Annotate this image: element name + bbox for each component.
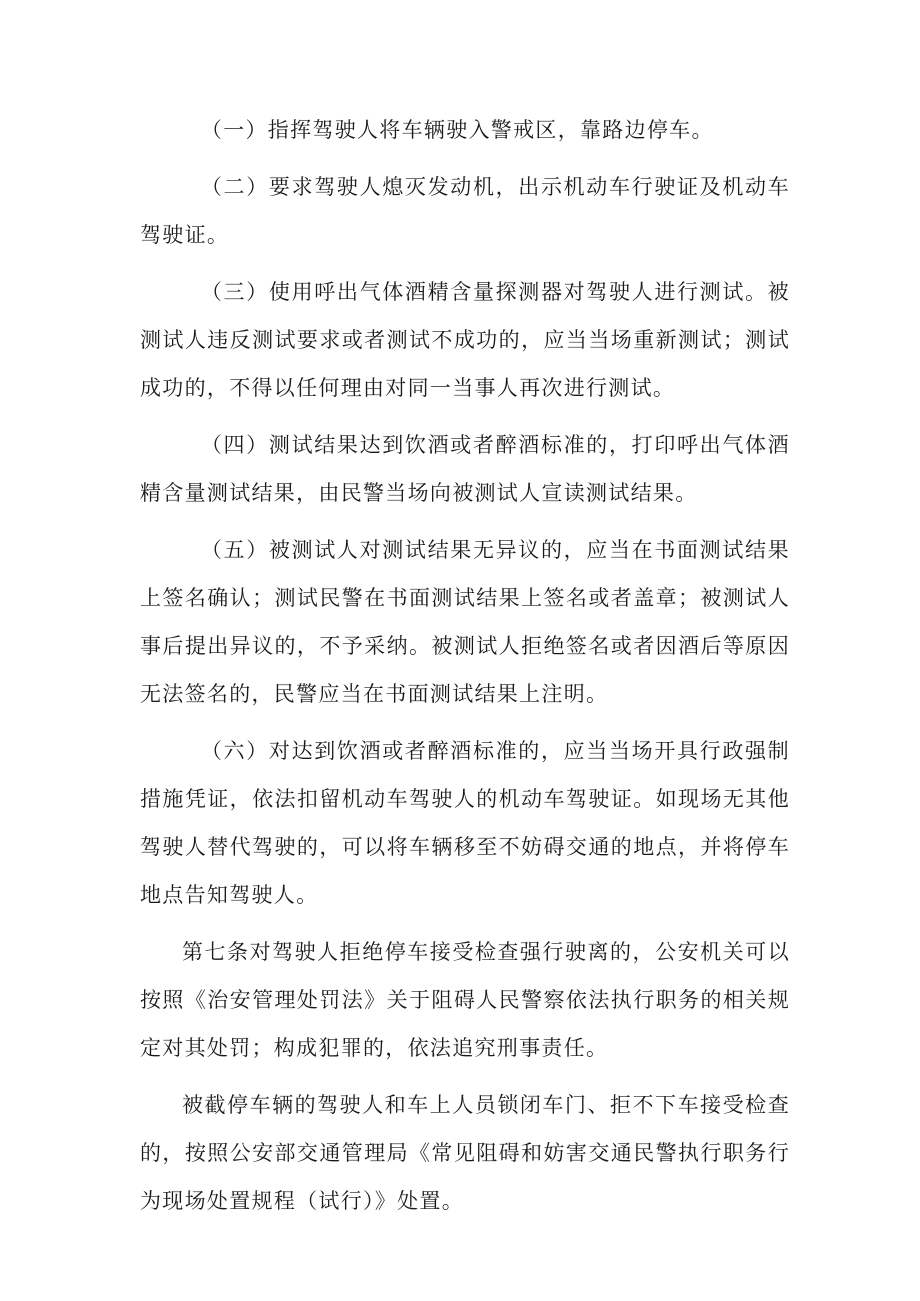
paragraph-step-1: （一）指挥驾驶人将车辆驶入警戒区，靠路边停车。 bbox=[200, 118, 714, 142]
paragraph-step-2: （二）要求驾驶人熄灭发动机，出示机动车行驶证及机动车驾驶证。 bbox=[140, 175, 790, 247]
document-page bbox=[140, 106, 790, 1225]
paragraph-locked-vehicle: 被截停车辆的驾驶人和车上人员锁闭车门、拒不下车接受检查的，按照公安部交通管理局《常见阻碍和妨害交通民警执行职务行为现场处置规程（试行）》处置。 bbox=[140, 1093, 790, 1213]
paragraph-step-6: （六）对达到饮酒或者醉酒标准的，应当当场开具行政强制措施凭证，依法扣留机动车驾驶人的机动车驾驶证。如现场无其他驾驶人替代驾驶的，可以将车辆移至不妨碍交通的地点，并将停车地点告知驾驶人。 bbox=[140, 739, 790, 907]
paragraph-step-4: （四）测试结果达到饮酒或者醉酒标准的，打印呼出气体酒精含量测试结果，由民警当场向被测试人宣读测试结果。 bbox=[140, 433, 790, 505]
paragraph-step-5: （五）被测试人对测试结果无异议的，应当在书面测试结果上签名确认；测试民警在书面测试结果上签名或者盖章；被测试人事后提出异议的，不予采纳。被测试人拒绝签名或者因酒后等原因无法签名的，民警应当在书面测试结果上注明。 bbox=[140, 538, 790, 706]
paragraph-article-7: 第七条对驾驶人拒绝停车接受检查强行驶离的，公安机关可以按照《治安管理处罚法》关于阻碍人民警察依法执行职务的相关规定对其处罚；构成犯罪的，依法追究刑事责任。 bbox=[140, 940, 790, 1060]
paragraph-step-3: （三）使用呼出气体酒精含量探测器对驾驶人进行测试。被测试人违反测试要求或者测试不成功的，应当当场重新测试；测试成功的，不得以任何理由对同一当事人再次进行测试。 bbox=[140, 280, 790, 400]
